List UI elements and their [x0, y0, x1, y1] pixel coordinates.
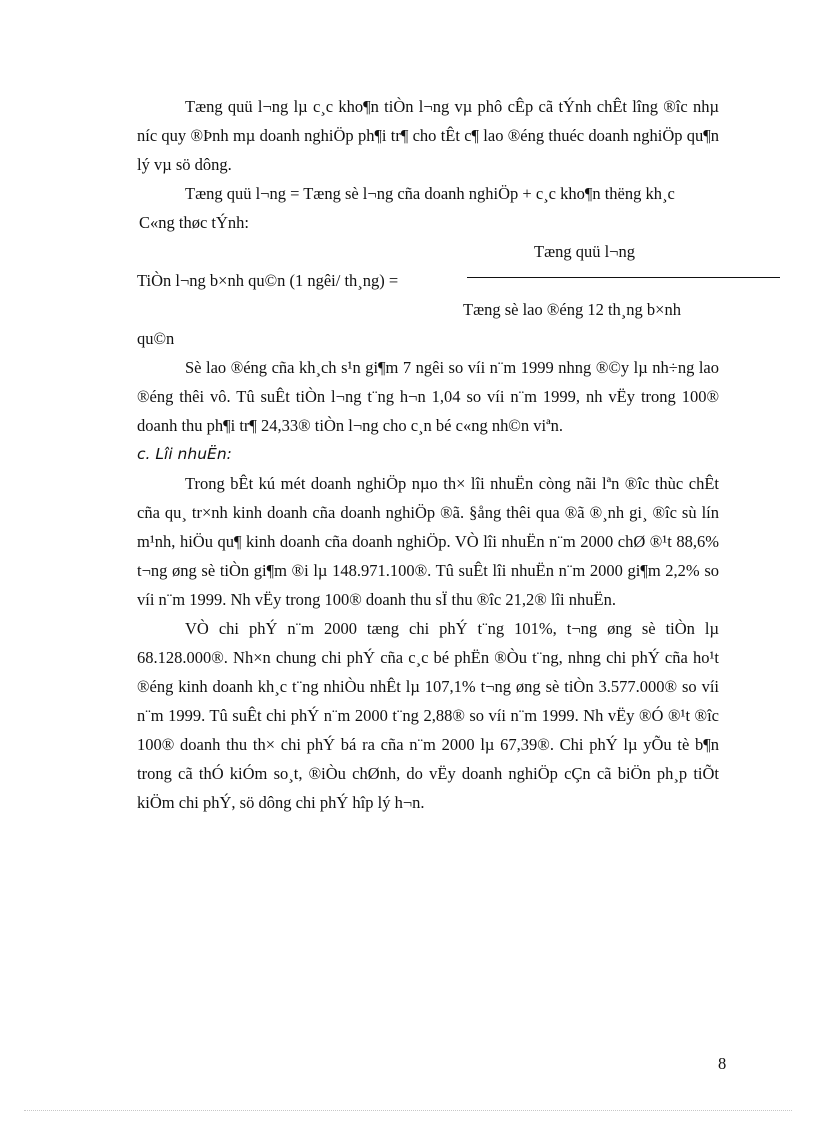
section-heading-profit: c. Lîi nhuËn:: [137, 445, 232, 463]
fraction-bar: [467, 277, 780, 278]
paragraph-wage-fund-definition: Tæng quü l¬ng lµ c¸c kho¶n tiÒn l¬ng vµ phô cÊp cã tÝnh chÊt lîng ®îc nhµ níc quy ®Þnh mµ doanh nghiÖp ph¶i tr¶ cho tÊt c¶ lao ®éng thuéc doanh nghiÖp qu¶n lý vµ sö dông.: [137, 97, 719, 174]
page-number: 8: [718, 1054, 727, 1073]
formula-denominator-tail: qu©n: [137, 329, 175, 348]
average-wage-formula: [137, 237, 719, 353]
page-body: [137, 92, 719, 817]
formula-numerator: Tæng quü l¬ng: [534, 242, 635, 261]
paragraph-labor-change: Sè lao ®éng cña kh¸ch s¹n gi¶m 7 ngêi so víi n¨m 1999 nhng ®©y lµ nh÷ng lao ®éng thêi vô. Tû suÊt tiÒn l¬ng t¨ng h¬n 1,04 so víi n¨m 1999, nh vËy trong 100® doanh thu ph¶i tr¶ 24,33® tiÒn l¬ng cho c¸n bé c«ng nh©n viªn.: [137, 358, 719, 435]
formula-label: C«ng thøc tÝnh:: [139, 213, 249, 232]
formula-left-side: TiÒn l¬ng b×nh qu©n (1 ngêi/ th¸ng) =: [137, 271, 399, 290]
footer-divider: [24, 1110, 792, 1111]
paragraph-profit: Trong bÊt kú mét doanh nghiÖp nµo th× lîi nhuËn còng nãi lªn ®îc thùc chÊt cña qu¸ tr×nh kinh doanh cña doanh nghiÖp ®ã. §ång thêi qua ®ã ®¸nh gi¸ ®îc sù lín m¹nh, hiÖu qu¶ kinh doanh cña doanh nghiÖp. VÒ lîi nhuËn n¨m 2000 chØ ®¹t 88,6% t¬ng øng sè tiÒn gi¶m ®i lµ 148.971.100®. Tû suÊt lîi nhuËn n¨m 2000 gi¶m 2,2% so víi n¨m 1999. Nh vËy trong 100® doanh thu sÏ thu ®îc 21,2® lîi nhuËn.: [137, 474, 719, 609]
formula-denominator: Tæng sè lao ®éng 12 th¸ng b×nh: [463, 300, 681, 319]
paragraph-costs: VÒ chi phÝ n¨m 2000 tæng chi phÝ t¨ng 101%, t¬ng øng sè tiÒn lµ 68.128.000®. Nh×n chung chi phÝ cña c¸c bé phËn ®Òu t¨ng, nhng chi phÝ cña ho¹t ®éng kinh doanh kh¸c t¨ng nhiÒu nhÊt lµ 107,1% t¬ng øng sè tiÒn 3.577.000® so víi n¨m 1999. Tû suÊt chi phÝ n¨m 2000 t¨ng 2,88® so víi n¨m 1999. Nh vËy ®Ó ®¹t ®îc 100® doanh thu th× chi phÝ bá ra cña n¨m 2000 lµ 67,39®. Chi phÝ lµ yÕu tè b¶n trong cã thÓ kiÓm so¸t, ®iÒu chØnh, do vËy doanh nghiÖp cÇn cã biÖn ph¸p tiÕt kiÖm chi phÝ, sö dông chi phÝ hîp lý h¬n.: [137, 619, 719, 812]
paragraph-wage-fund-equation: Tæng quü l¬ng = Tæng sè l¬ng cña doanh nghiÖp + c¸c kho¶n thëng kh¸c: [185, 184, 675, 203]
